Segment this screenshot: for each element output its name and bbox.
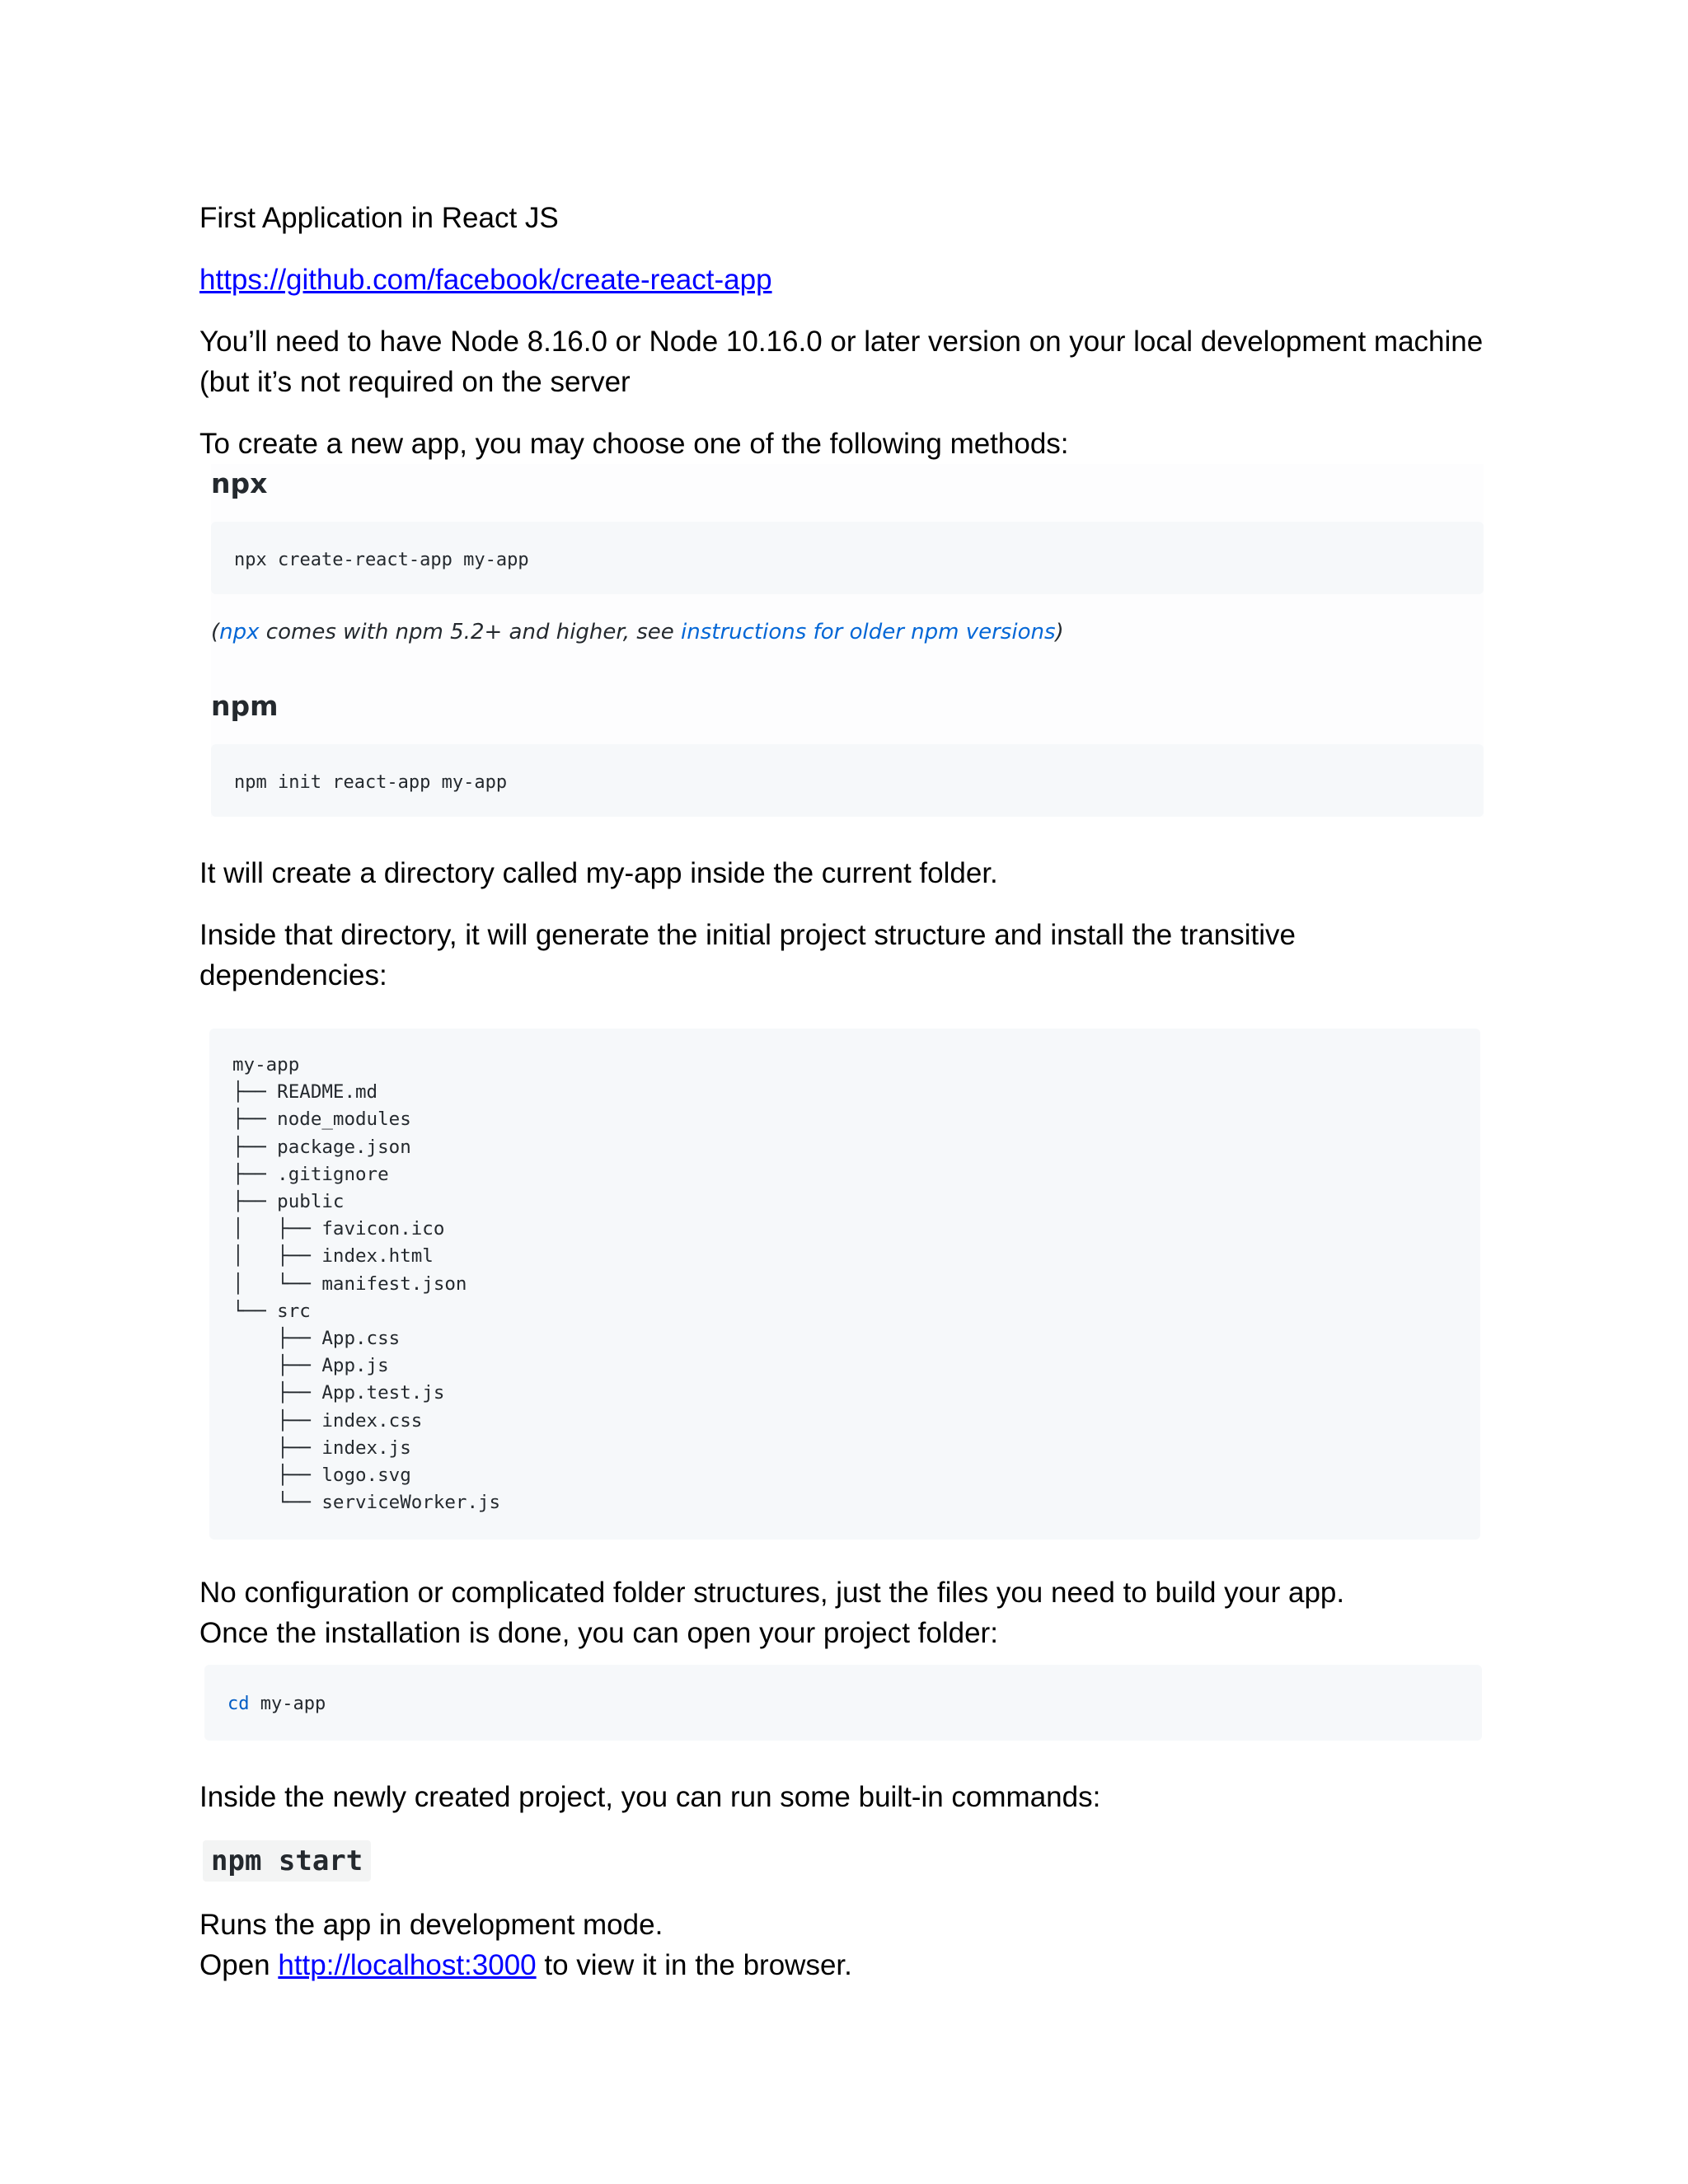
npm-start-description [199, 1905, 1485, 1985]
npx-note-close: ) [1055, 620, 1064, 644]
tree-line: my-app [232, 1054, 300, 1076]
tree-line: ├── node_modules [232, 1108, 411, 1131]
tree-line: │ ├── favicon.ico [232, 1218, 445, 1240]
project-tree-block [209, 1029, 1480, 1540]
tree-line: ├── App.js [232, 1355, 389, 1377]
structure-intro: Inside that directory, it will generate the initial project structure and install the transitive dependencies: [199, 919, 1296, 991]
tree-line: ├── index.js [232, 1436, 411, 1459]
tree-line: ├── public [232, 1191, 345, 1213]
localhost-link[interactable]: http://localhost:3000 [278, 1949, 537, 1981]
node-requirement-paragraph [199, 321, 1485, 402]
repo-link[interactable]: https://github.com/facebook/create-react-app [199, 264, 772, 296]
npm-start-command: npm start [203, 1840, 371, 1882]
setup-paragraph [199, 1572, 1485, 1653]
npx-heading: npx [211, 467, 268, 499]
open-prefix: Open [199, 1949, 279, 1981]
open-folder-text: Once the installation is done, you can open your project folder: [199, 1617, 998, 1649]
tree-line: ├── App.css [232, 1328, 401, 1350]
tree-line: ├── package.json [232, 1136, 411, 1158]
repo-link-paragraph [199, 260, 1485, 300]
npx-link[interactable]: npx [219, 620, 260, 644]
page-title: First Application in React JS [199, 202, 559, 234]
npm-code-block [211, 744, 1484, 817]
tree-line: ├── index.css [232, 1409, 423, 1432]
install-methods-screenshot [211, 464, 1484, 817]
create-directory-text: It will create a directory called my-app inside the current folder. [199, 857, 998, 889]
methods-intro: To create a new app, you may choose one of the following methods: [199, 428, 1069, 460]
no-config-text: No configuration or complicated folder structures, just the files you need to build your app. [199, 1577, 1345, 1609]
older-npm-versions-link[interactable]: instructions for older npm versions [681, 620, 1056, 644]
cd-keyword: cd [227, 1694, 250, 1714]
npx-code-block [211, 522, 1484, 594]
tree-line: └── serviceWorker.js [232, 1492, 501, 1514]
tree-line: └── src [232, 1300, 311, 1322]
npx-note-text: comes with npm 5.2+ and higher, see [259, 620, 682, 644]
npm-start-heading-row [203, 1840, 1485, 1882]
npx-note-open: ( [211, 620, 220, 644]
cd-code-block [204, 1665, 1482, 1741]
npm-command: npm init react-app my-app [234, 772, 508, 793]
tree-line: ├── App.test.js [232, 1382, 445, 1404]
npx-command: npx create-react-app my-app [234, 550, 529, 570]
node-requirement-line-1: You’ll need to have Node 8.16.0 or Node 10.16.0 or later version on your local development machine [199, 326, 1484, 358]
tree-line: ├── .gitignore [232, 1163, 389, 1185]
tree-line: │ ├── index.html [232, 1245, 434, 1268]
tree-line: ├── logo.svg [232, 1465, 411, 1487]
runs-text: Runs the app in development mode. [199, 1909, 663, 1941]
node-requirement-line-2: (but it’s not required on the server [199, 366, 631, 398]
project-tree [232, 1052, 1480, 1516]
npm-heading: npm [211, 690, 279, 722]
open-suffix: to view it in the browser. [536, 1949, 852, 1981]
document-body [199, 198, 1485, 1985]
cd-argument: my-app [249, 1694, 326, 1714]
tree-line: │ └── manifest.json [232, 1272, 467, 1295]
tree-line: ├── README.md [232, 1081, 378, 1104]
builtin-commands-intro: Inside the newly created project, you can run some built-in commands: [199, 1781, 1101, 1813]
npx-note [211, 617, 1484, 647]
